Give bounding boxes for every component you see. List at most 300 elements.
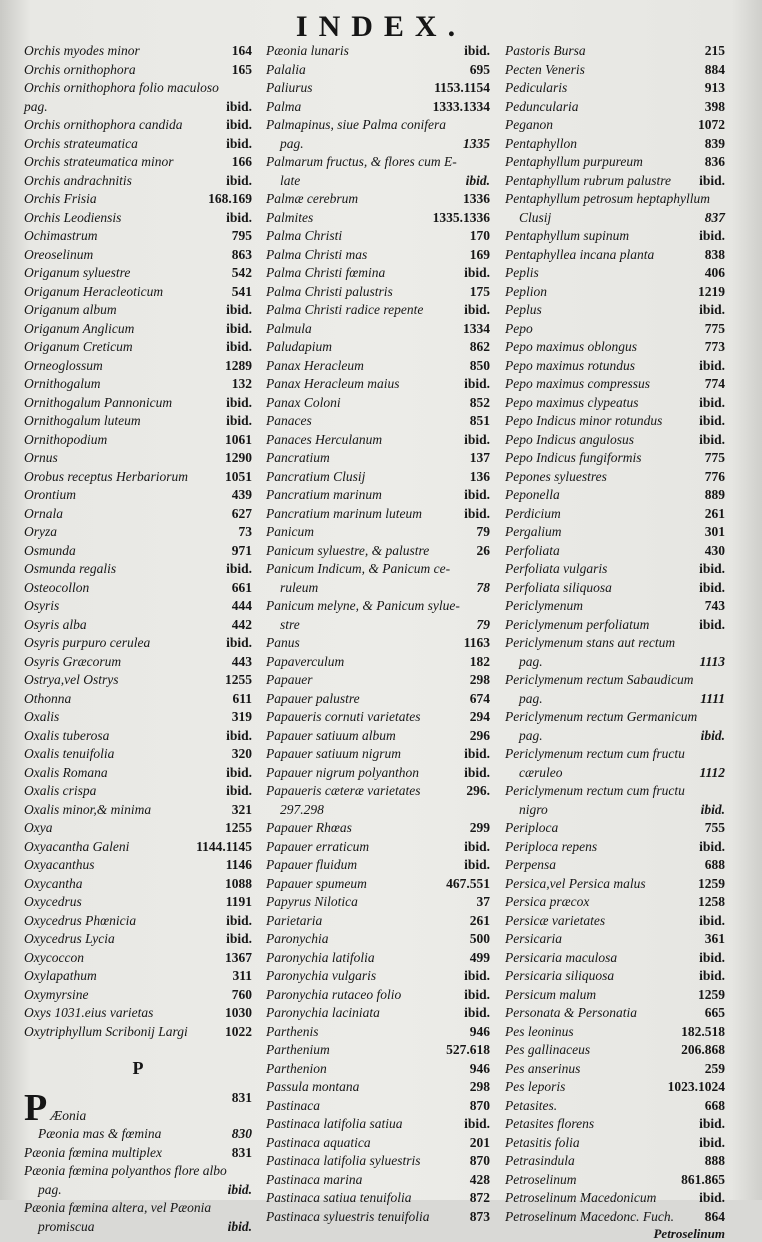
entry-name: Pecten Veneris: [505, 61, 585, 77]
index-entry: [24, 486, 252, 505]
index-entry: [266, 264, 490, 283]
entry-page: 1061: [225, 431, 252, 447]
entry-page: ibid.: [699, 616, 725, 632]
entry-page: ibid.: [226, 635, 252, 650]
index-entry: [505, 690, 725, 709]
index-entry: [505, 893, 725, 912]
entry-page: 542: [231, 265, 252, 280]
entry-page: ibid.: [699, 228, 725, 243]
index-entry: [505, 357, 725, 376]
entry-name: Osyris purpuro cerulea: [24, 635, 151, 650]
entry-page: 872: [469, 1190, 490, 1205]
entry-name: Periclymenum: [505, 598, 583, 613]
index-entry: [266, 875, 490, 894]
entry-name: Oxys 1031.eius varietas: [24, 1005, 154, 1020]
entry-page: 1335.1336: [432, 209, 490, 225]
entry-name: Pastoris Bursa: [505, 43, 586, 58]
index-entry: [505, 1023, 725, 1042]
entry-page: 361: [704, 931, 725, 946]
entry-page: ibid.: [226, 302, 252, 317]
entry-name: Perdicium: [505, 505, 561, 521]
entry-name: Periclymenum rectum Germanicum: [505, 709, 698, 724]
entry-name: Panax Heracleum maius: [266, 376, 400, 391]
index-entry: [24, 338, 252, 357]
index-entry: [266, 153, 490, 172]
entry-page: ibid.: [700, 727, 725, 743]
index-entry: [266, 301, 490, 320]
entry-name: Panaces: [266, 413, 312, 428]
entry-page: ibid.: [226, 764, 252, 780]
index-entry: [24, 838, 252, 857]
entry-name: Ornus: [24, 450, 58, 465]
entry-page: 442: [231, 616, 252, 632]
drop-cap: P: [24, 1087, 48, 1129]
index-entry: [266, 468, 490, 487]
index-entry: [505, 79, 725, 98]
entry-page: 428: [469, 1171, 490, 1187]
entry-page: 170: [469, 228, 490, 243]
entry-name: Petrasindula: [505, 1153, 575, 1168]
index-entry: [505, 505, 725, 524]
entry-name: Pastinaca aquatica: [266, 1134, 371, 1150]
entry-name: Persicaria siliquosa: [505, 968, 615, 983]
index-entry: [24, 190, 252, 209]
entry-page: 1163: [463, 635, 490, 650]
entry-name: Papauer: [266, 672, 313, 687]
entry-page: ibid.: [226, 912, 252, 928]
entry-name: Persica,vel Persica malus: [505, 875, 646, 891]
entry-page: 852: [469, 394, 490, 410]
index-entry: [505, 671, 725, 690]
index-entry: [505, 209, 725, 228]
entry-name: Persicum malum: [505, 986, 597, 1002]
entry-name: Parietaria: [266, 912, 323, 928]
index-entry: [266, 1134, 490, 1153]
index-entry: [505, 42, 725, 61]
index-entry: [505, 375, 725, 394]
entry-name: Pepo maximus oblongus: [505, 339, 637, 354]
entry-page: 837: [704, 209, 725, 225]
entry-page: ibid.: [226, 98, 252, 114]
index-entry: [266, 764, 490, 783]
entry-name: Pergalium: [505, 524, 562, 539]
entry-name: Palalia: [266, 61, 306, 77]
index-entry: [266, 893, 490, 912]
index-entry: [505, 98, 725, 117]
entry-page: ibid.: [465, 172, 490, 188]
entry-page: 1255: [225, 672, 252, 687]
entry-name: Origanum Heracleoticum: [24, 283, 164, 299]
index-entry: [24, 819, 252, 838]
entry-name: Osyris alba: [24, 616, 87, 632]
index-entry: [266, 690, 490, 709]
entry-name: Pentaphyllum rubrum palustre: [505, 172, 671, 188]
index-entry: [24, 801, 252, 820]
entry-name: Palmites: [266, 209, 314, 225]
index-entry: [505, 1078, 725, 1097]
entry-page: ibid.: [699, 172, 725, 188]
entry-page: ibid.: [226, 561, 252, 576]
entry-name: Oxalis tenuifolia: [24, 746, 115, 761]
entry-name: Peplis: [505, 265, 539, 280]
entry-name: Orchis myodes minor: [24, 43, 140, 58]
index-entry: [266, 42, 490, 61]
entry-name: Panicum melyne, & Panicum sylue-: [266, 598, 460, 613]
entry-page: ibid.: [226, 117, 252, 132]
entry-page: 311: [232, 968, 252, 983]
entry-page: 873: [469, 1208, 490, 1224]
entry-page: ibid.: [700, 801, 725, 817]
entry-page: 296.: [466, 783, 490, 798]
entry-name: Oxalis Romana: [24, 764, 108, 780]
index-entry: [266, 1041, 490, 1060]
entry-page: 467.551: [446, 875, 490, 891]
index-entry: [24, 597, 252, 616]
entry-page: 1258: [698, 894, 725, 909]
entry-page: 296: [469, 727, 490, 743]
entry-name: Pentaphyllum supinum: [505, 228, 630, 243]
entry-name: Origanum Creticum: [24, 339, 133, 354]
entry-page: ibid.: [226, 413, 252, 428]
entry-page: 294: [469, 709, 490, 724]
index-entry: [505, 1208, 725, 1227]
entry-name: Origanum Anglicum: [24, 320, 135, 336]
index-entry: [24, 283, 252, 302]
entry-name: Papaueris cornuti varietates: [266, 709, 421, 724]
index-list: [266, 42, 490, 1226]
entry-page: ibid.: [699, 561, 725, 576]
entry-page: ibid.: [226, 320, 252, 336]
index-entry: [266, 357, 490, 376]
entry-name: Pastinaca satiua tenuifolia: [266, 1190, 412, 1205]
entry-name: Panus: [266, 635, 300, 650]
index-entry: [505, 394, 725, 413]
index-entry: [24, 1125, 252, 1144]
index-entry: [24, 1218, 252, 1237]
entry-name: Orchis Leodiensis: [24, 209, 122, 225]
entry-name: Ochimastrum: [24, 228, 98, 243]
entry-page: 1022: [225, 1023, 252, 1039]
entry-page: 321: [231, 801, 252, 817]
index-entry: [266, 320, 490, 339]
index-list-p: [24, 1089, 252, 1236]
index-entry: [505, 764, 725, 783]
index-entry: [24, 930, 252, 949]
index-entry: [24, 616, 252, 635]
entry-page: ibid.: [699, 838, 725, 854]
entry-name: Papyrus Nilotica: [266, 894, 358, 909]
entry-page: 773: [704, 339, 725, 354]
entry-page: 760: [231, 986, 252, 1002]
index-entry: [24, 209, 252, 228]
entry-name: 297.298: [280, 801, 324, 817]
entry-page: ibid.: [464, 505, 490, 521]
entry-page: 743: [704, 598, 725, 613]
entry-page: 1146: [225, 857, 252, 872]
entry-name: Perpensa: [505, 857, 556, 872]
index-entry: [266, 597, 490, 616]
entry-name: Pes anserinus: [505, 1060, 581, 1076]
index-entry: [266, 431, 490, 450]
index-entry: [266, 579, 490, 598]
index-entry: [266, 1023, 490, 1042]
index-entry: [266, 1097, 490, 1116]
index-entry: [266, 1115, 490, 1134]
entry-name: Pes leporis: [505, 1079, 566, 1094]
entry-page: 169: [469, 246, 490, 262]
entry-page: 870: [469, 1153, 490, 1168]
index-entry: [266, 449, 490, 468]
index-entry: [24, 542, 252, 561]
entry-page: 1335: [463, 135, 490, 151]
entry-page: 301: [704, 524, 725, 539]
index-entry: [266, 745, 490, 764]
index-entry: [505, 597, 725, 616]
entry-name: Persicæ varietates: [505, 912, 606, 928]
entry-name: Paronychia rutaceo folio: [266, 986, 402, 1002]
entry-name: Orneoglossum: [24, 357, 103, 373]
entry-page: 175: [469, 283, 490, 299]
entry-name: Passula montana: [266, 1079, 360, 1094]
entry-name: Parthenium: [266, 1042, 330, 1057]
entry-page: ibid.: [699, 1190, 725, 1205]
entry-name: Oxytriphyllum Scribonij Largi: [24, 1023, 188, 1039]
entry-name: Pastinaca latifolia satiua: [266, 1116, 403, 1131]
entry-page: ibid.: [699, 579, 725, 595]
entry-page: ibid.: [464, 838, 490, 854]
entry-page: 406: [704, 265, 725, 280]
index-entry: [505, 246, 725, 265]
entry-name: Papauer fluidum: [266, 857, 358, 872]
index-entry: [266, 782, 490, 801]
entry-page: 836: [704, 154, 725, 169]
entry-name: Oxycoccon: [24, 949, 84, 965]
entry-name: Papaueris cæteræ varietates: [266, 783, 421, 798]
entry-name: Perfoliata: [505, 542, 560, 558]
entry-page: 182: [469, 653, 490, 669]
index-entry: [266, 856, 490, 875]
entry-page: 946: [469, 1023, 490, 1039]
index-entry: [505, 838, 725, 857]
entry-page: 430: [704, 542, 725, 558]
entry-page: 26: [476, 542, 490, 558]
entry-page: 137: [469, 450, 490, 465]
index-entry: [24, 949, 252, 968]
entry-name: Palma Christi: [266, 228, 343, 243]
entry-name: Palmula: [266, 320, 312, 336]
index-entry: [24, 468, 252, 487]
entry-name: Oxylapathum: [24, 968, 97, 983]
index-entry: [505, 116, 725, 135]
index-entry: [24, 61, 252, 80]
entry-page: ibid.: [699, 968, 725, 983]
entry-page: ibid.: [699, 413, 725, 428]
entry-page: 1334: [463, 320, 490, 336]
entry-page: ibid.: [464, 302, 490, 317]
entry-name: Paronychia latifolia: [266, 949, 375, 965]
index-entry: [24, 986, 252, 1005]
entry-name: Pepo maximus rotundus: [505, 357, 635, 373]
entry-page: ibid.: [464, 431, 490, 447]
index-column-2: [266, 42, 490, 1226]
entry-name: Oxya: [24, 820, 53, 835]
entry-page: 774: [704, 376, 725, 391]
entry-page: ibid.: [226, 931, 252, 946]
entry-page: 1111: [700, 690, 725, 706]
entry-name: Pepo: [505, 320, 533, 336]
index-entry: [505, 745, 725, 764]
index-entry: [24, 357, 252, 376]
entry-name: Oxymyrsine: [24, 986, 89, 1002]
index-entry: [505, 579, 725, 598]
entry-page: 319: [231, 709, 252, 724]
index-entry: [505, 1004, 725, 1023]
entry-page: 665: [704, 1005, 725, 1020]
entry-name: Persicaria maculosa: [505, 949, 618, 965]
index-entry: [266, 949, 490, 968]
index-entry: [266, 912, 490, 931]
index-entry: [24, 1023, 252, 1042]
index-entry: [505, 653, 725, 672]
entry-page: 439: [231, 487, 252, 502]
index-entry: [24, 505, 252, 524]
entry-page: ibid.: [699, 1116, 725, 1131]
entry-name: Oxalis crispa: [24, 783, 97, 798]
entry-name: Osmunda regalis: [24, 561, 117, 576]
entry-page: ibid.: [699, 431, 725, 447]
entry-name: Ornithogalum Pannonicum: [24, 394, 173, 410]
entry-page: 259: [704, 1060, 725, 1076]
entry-page: 206.868: [681, 1042, 725, 1057]
index-entry: [266, 412, 490, 431]
entry-page: 79: [476, 524, 490, 539]
index-entry: [505, 986, 725, 1005]
entry-page: 668: [704, 1097, 725, 1113]
entry-name: Periclymenum rectum cum fructu: [505, 783, 685, 798]
entry-name: Ostrya,vel Ostrys: [24, 672, 119, 687]
entry-name: Pancratium marinum luteum: [266, 505, 422, 521]
entry-name: cæruleo: [519, 764, 563, 780]
index-entry: [266, 523, 490, 542]
index-entry: [24, 560, 252, 579]
entry-page: 499: [469, 949, 490, 965]
index-entry: [24, 634, 252, 653]
entry-page: 851: [469, 413, 490, 428]
entry-page: 500: [469, 931, 490, 946]
entry-page: 830: [231, 1126, 252, 1141]
index-entry: [24, 893, 252, 912]
index-entry: [24, 782, 252, 801]
entry-name: Osyris: [24, 598, 60, 613]
index-entry: [505, 227, 725, 246]
entry-name: Papauer spumeum: [266, 875, 367, 891]
entry-name: Papauer satiuum album: [266, 727, 396, 743]
index-entry: [505, 1097, 725, 1116]
index-entry: [24, 153, 252, 172]
index-entry: [24, 671, 252, 690]
entry-name: Pancratium Clusij: [266, 468, 366, 484]
index-entry: [266, 1152, 490, 1171]
index-entry: [24, 653, 252, 672]
index-entry: [505, 264, 725, 283]
index-entry: [24, 579, 252, 598]
entry-name: Oxyacanthus: [24, 857, 95, 872]
entry-page: 165: [231, 61, 252, 77]
entry-name: Panax Heracleum: [266, 357, 364, 373]
entry-name: Petroselinum Macedonicum: [505, 1190, 657, 1205]
entry-name: Orchis ornithophora folio maculoso: [24, 80, 219, 95]
index-entry: [505, 1041, 725, 1060]
entry-name: Panicum: [266, 524, 314, 539]
entry-page: 831: [231, 1090, 252, 1105]
index-entry: [24, 745, 252, 764]
index-entry: [24, 856, 252, 875]
section-letter-p: P: [132, 1058, 144, 1078]
entry-name: Æonia: [50, 1107, 87, 1123]
index-entry: [266, 671, 490, 690]
index-entry: [505, 634, 725, 653]
index-entry: [505, 449, 725, 468]
entry-name: Oreoselinum: [24, 246, 94, 262]
entry-name: Oxalis: [24, 709, 60, 724]
entry-name: Pæonia fœmina altera, vel Pæonia: [24, 1200, 212, 1215]
entry-page: 1113: [699, 653, 725, 669]
index-entry: [505, 153, 725, 172]
entry-name: Petroselinum Macedonc. Fuch.: [505, 1208, 674, 1224]
index-entry: [266, 227, 490, 246]
index-entry: [266, 172, 490, 191]
index-entry: [505, 468, 725, 487]
catchword: Petroselinum: [653, 1226, 725, 1241]
entry-name: Ornala: [24, 505, 64, 521]
index-entry: [266, 708, 490, 727]
entry-name: Parthenis: [266, 1023, 319, 1039]
index-entry: [505, 320, 725, 339]
entry-page: 775: [704, 450, 725, 465]
entry-page: ibid.: [226, 135, 252, 151]
index-entry: [266, 209, 490, 228]
entry-name: Peponella: [505, 487, 560, 502]
entry-page: 1255: [225, 820, 252, 835]
index-entry: [505, 782, 725, 801]
entry-name: Osyris Græcorum: [24, 653, 122, 669]
entry-name: Papaverculum: [266, 653, 345, 669]
entry-page: 795: [231, 228, 252, 243]
index-entry: [24, 912, 252, 931]
index-entry: [266, 79, 490, 98]
entry-name: Pentaphyllum purpureum: [505, 154, 643, 169]
entry-name: Paronychia vulgaris: [266, 968, 377, 983]
index-entry: [266, 61, 490, 80]
entry-page: ibid.: [226, 394, 252, 410]
entry-name: Origanum syluestre: [24, 265, 131, 280]
entry-name: Petasitis folia: [505, 1134, 580, 1150]
index-column-1: [24, 42, 252, 1236]
index-entry: [24, 1004, 252, 1023]
entry-page: 839: [704, 135, 725, 151]
index-entry: [505, 1152, 725, 1171]
entry-name: Ornithopodium: [24, 431, 108, 447]
index-entry: [24, 320, 252, 339]
entry-page: 1144.1145: [196, 838, 252, 854]
entry-name: Periclymenum perfoliatum: [505, 616, 650, 632]
entry-page: 838: [704, 246, 725, 262]
entry-page: 864: [704, 1208, 725, 1224]
entry-page: 1336: [463, 191, 490, 206]
entry-page: 755: [704, 820, 725, 835]
entry-page: 1030: [225, 1005, 252, 1020]
index-entry: [266, 1171, 490, 1190]
